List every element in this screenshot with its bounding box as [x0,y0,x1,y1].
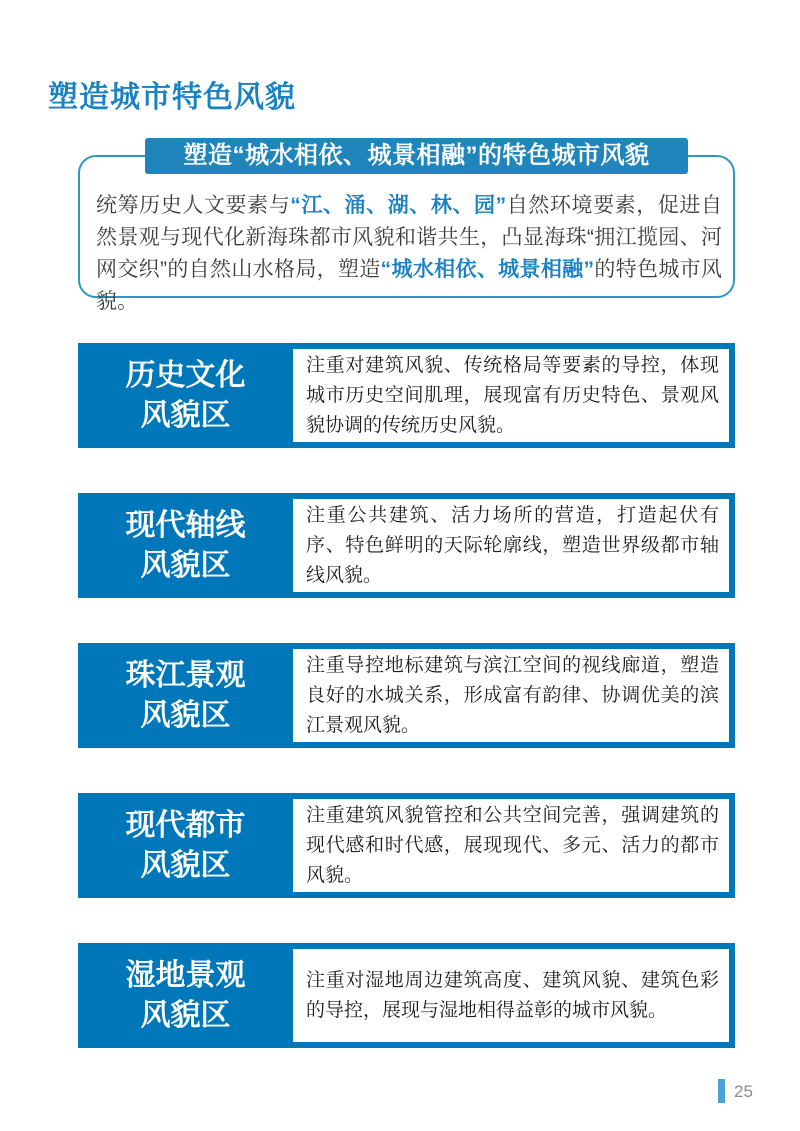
card-body [293,799,729,892]
card-body [293,649,729,742]
card-body-text: 注重对建筑风貌、传统格局等要素的导控，体现城市历史空间肌理，展现富有历史特色、景观风貌协调的传统历史风貌。 [306,354,719,436]
card-title-line1: 现代都市 [125,808,246,842]
highlighted-phrase: “江、涌、湖、林、园” [290,194,507,217]
card-title [78,643,293,748]
page-title: 塑造城市特色风貌 [48,81,296,114]
card-body-text: 注重对湿地周边建筑高度、建筑风貌、建筑色彩的导控，展现与湿地相得益彰的城市风貌。 [306,969,719,1021]
footer-accent-bar [718,1079,725,1103]
card-body-text: 注重公共建筑、活力场所的营造，打造起伏有序、特色鲜明的天际轮廓线，塑造世界级都市轴线风貌。 [306,504,719,586]
card-title [78,793,293,898]
card-title [78,343,293,448]
card-title [78,493,293,598]
card-body [293,499,729,592]
card-title-line2: 风貌区 [140,548,231,582]
page-number: 25 [734,1082,753,1101]
card-body [293,949,729,1042]
card-wetland-landscape-zone [78,943,735,1048]
card-body [293,349,729,442]
card-title-line2: 风貌区 [140,698,231,732]
paragraph-text: 的特色城市风貌。 [96,258,723,313]
style-zone-card-list [78,343,735,1093]
card-title-line1: 珠江景观 [125,658,246,692]
card-title-line2: 风貌区 [140,848,231,882]
card-modern-metropolis-zone [78,793,735,898]
card-pearl-river-landscape-zone [78,643,735,748]
card-title [78,943,293,1048]
card-modern-axis-zone [78,493,735,598]
card-title-line2: 风貌区 [140,998,231,1032]
card-body-text: 注重建筑风貌管控和公共空间完善，强调建筑的现代感和时代感，展现现代、多元、活力的都市风貌。 [306,804,719,886]
card-body-text: 注重导控地标建筑与滨江空间的视线廊道，塑造良好的水城关系，形成富有韵律、协调优美的滨江景观风貌。 [306,654,719,736]
summary-box-header: 塑造“城水相依、城景相融”的特色城市风貌 [145,138,688,174]
paragraph-text: 自然环境要素，促进自然景观与现代化新海珠都市风貌和谐共生，凸显海珠“拥江揽园、河网交织”的自然山水格局，塑造 [96,194,723,281]
highlighted-phrase: “城水相依、城景相融” [380,258,595,281]
card-title-line2: 风貌区 [140,398,231,432]
summary-paragraph [96,190,722,318]
card-historic-culture-zone [78,343,735,448]
card-title-line1: 现代轴线 [125,508,246,542]
card-title-line1: 历史文化 [125,358,246,392]
paragraph-text: 统筹历史人文要素与 [96,194,291,217]
card-title-line1: 湿地景观 [125,958,246,992]
